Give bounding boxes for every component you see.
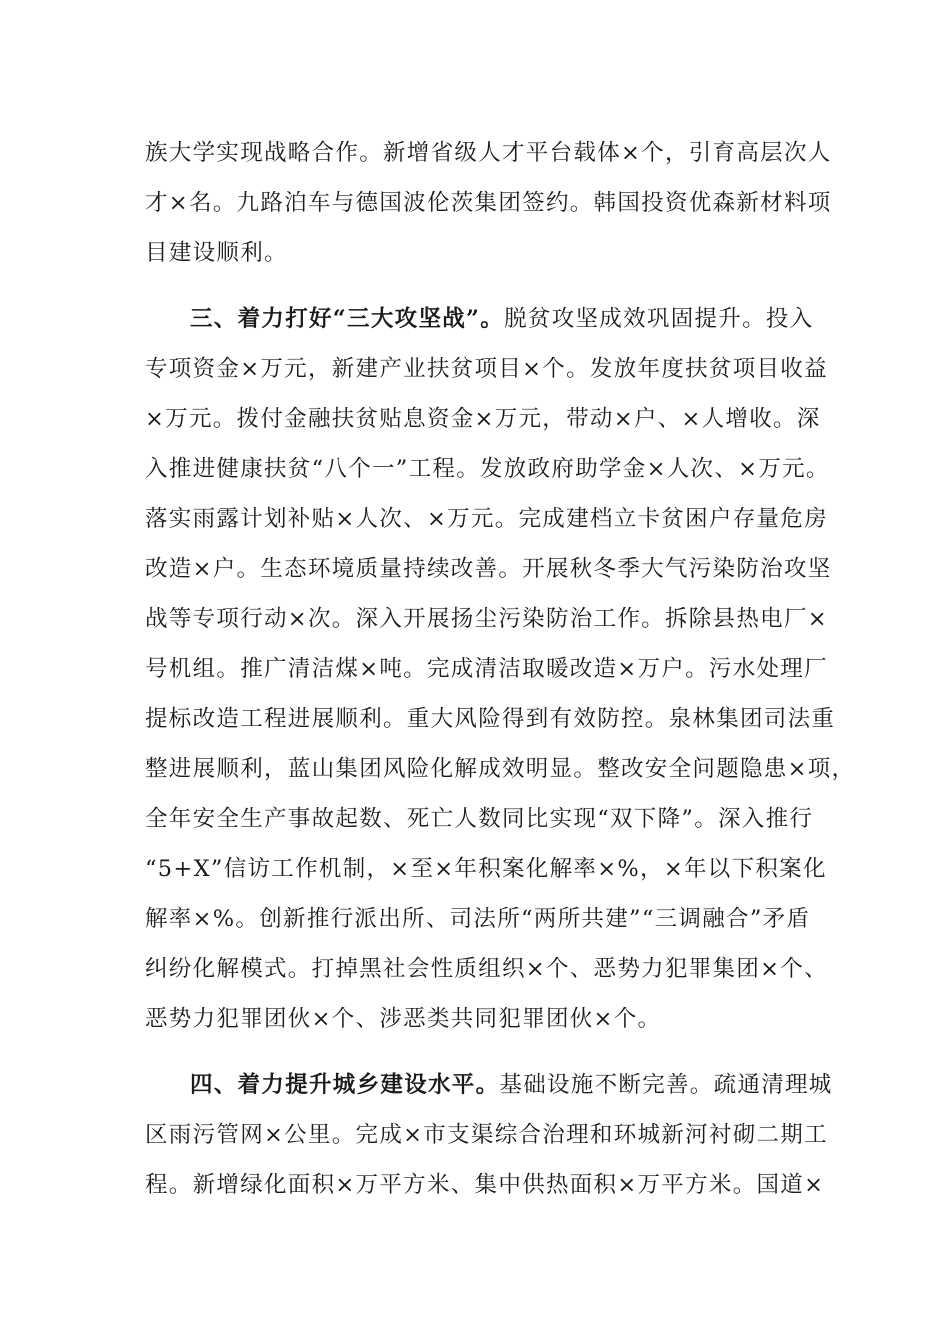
para1-line-2: 才×名。九路泊车与德国波伦茨集团签约。韩国投资优森新材料项 — [145, 190, 832, 216]
para2-line-13: 解率×%。创新推行派出所、司法所“两所共建”“三调融合”矛盾 — [145, 906, 811, 932]
para2-line-2: 专项资金×万元，新建产业扶贫项目×个。发放年度扶贫项目收益 — [145, 356, 828, 382]
para3-heading: 四、着力提升城乡建设水平。 — [190, 1072, 500, 1098]
para3-first-line — [190, 1070, 833, 1100]
para2-line-12: “5+X”信访工作机制，×至×年积案化解率×%，×年以下积案化 — [145, 856, 827, 882]
para2-line-15: 恶势力犯罪团伙×个、涉恶类共同犯罪团伙×个。 — [145, 1006, 662, 1032]
para2-first-line — [190, 304, 814, 334]
para1-line-3: 目建设顺利。 — [145, 240, 288, 266]
para2-line-14: 纠纷化解模式。打掉黑社会性质组织×个、恶势力犯罪集团×个、 — [145, 956, 828, 982]
para2-line-8: 号机组。推广清洁煤×吨。完成清洁取暖改造×万户。污水处理厂 — [145, 656, 828, 682]
para2-line-4: 入推进健康扶贫“八个一”工程。发放政府助学金×人次、×万元。 — [145, 456, 830, 482]
para3-first-line-text: 基础设施不断完善。疏通清理城 — [499, 1072, 833, 1098]
para2-line-6: 改造×户。生态环境质量持续改善。开展秋冬季大气污染防治攻坚 — [145, 556, 832, 582]
para2-first-line-text: 脱贫攻坚成效巩固提升。投入 — [504, 306, 814, 332]
para1-line-1: 族大学实现战略合作。新增省级人才平台载体×个，引育高层次人 — [145, 140, 832, 166]
para2-line-3: ×万元。拨付金融扶贫贴息资金×万元，带动×户、×人增收。深 — [145, 406, 821, 432]
para2-line-9: 提标改造工程进展顺利。重大风险得到有效防控。泉林集团司法重 — [145, 706, 836, 732]
para3-line-2: 区雨污管网×公里。完成×市支渠综合治理和环城新河衬砌二期工 — [145, 1122, 828, 1148]
para3-line-3: 程。新增绿化面积×万平方米、集中供热面积×万平方米。国道× — [145, 1172, 825, 1198]
para2-line-10: 整进展顺利，蓝山集团风险化解成效明显。整改安全问题隐患×项， — [145, 756, 856, 782]
para2-line-5: 落实雨露计划补贴×人次、×万元。完成建档立卡贫困户存量危房 — [145, 506, 828, 532]
para2-line-11: 全年安全生产事故起数、死亡人数同比实现“双下降”。深入推行 — [145, 806, 814, 832]
para2-line-7: 战等专项行动×次。深入开展扬尘污染防治工作。拆除县热电厂× — [145, 606, 828, 632]
para2-heading: 三、着力打好“三大攻坚战”。 — [190, 306, 505, 332]
